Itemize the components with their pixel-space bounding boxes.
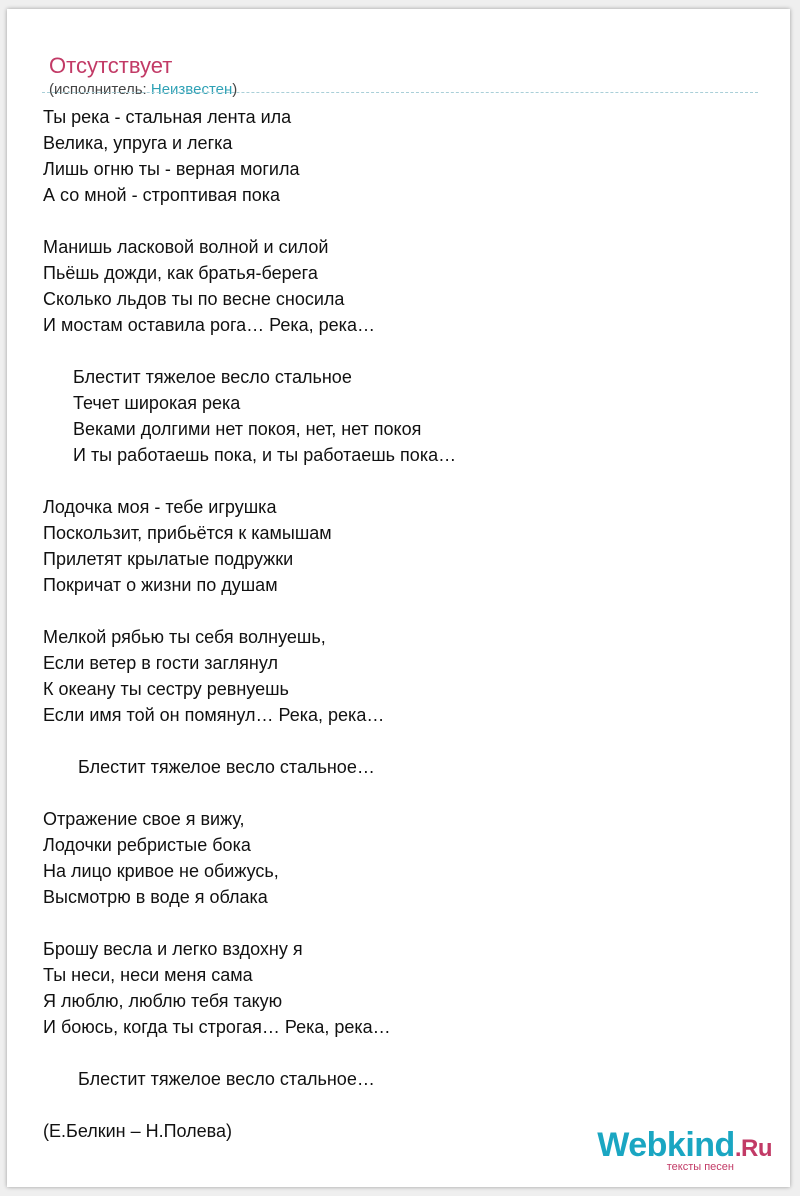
lyric-line: Веками долгими нет покоя, нет, нет покоя: [73, 419, 422, 439]
stanza-refrain: [43, 1066, 763, 1092]
lyric-line: Мелкой рябью ты себя волнуешь,: [43, 627, 326, 647]
lyric-line: Лишь огню ты - верная могила: [43, 159, 300, 179]
lyric-line: Покричат о жизни по душам: [43, 575, 278, 595]
lyric-line: К океану ты сестру ревнуешь: [43, 679, 289, 699]
lyric-line: Я люблю, люблю тебя такую: [43, 991, 283, 1011]
lyric-line: Лодочка моя - тебе игрушка: [43, 497, 277, 517]
lyric-line: Поскользит, прибьётся к камышам: [43, 523, 332, 543]
stanza-verse: [43, 494, 763, 598]
stanza-verse: [43, 806, 763, 910]
lyric-line: На лицо кривое не обижусь,: [43, 861, 279, 881]
lyric-line: Отражение свое я вижу,: [43, 809, 245, 829]
lyric-line: Блестит тяжелое весло стальное…: [78, 757, 375, 777]
lyric-line: Велика, упруга и легка: [43, 133, 233, 153]
stanza-verse: [43, 936, 763, 1040]
lyric-line: Ты неси, неси меня сама: [43, 965, 253, 985]
artist-suffix: ): [232, 81, 238, 98]
stanza-verse: [43, 104, 763, 208]
artist-line: [49, 81, 237, 99]
lyric-line: Блестит тяжелое весло стальное…: [78, 1069, 375, 1089]
site-logo[interactable]: [597, 1126, 772, 1173]
lyric-line: Манишь ласковой волной и силой: [43, 237, 329, 257]
lyric-line: А со мной - строптивая пока: [43, 185, 281, 205]
lyric-line: И боюсь, когда ты строгая… Река, река…: [43, 1017, 391, 1037]
lyric-line: Прилетят крылатые подружки: [43, 549, 294, 569]
stanza-verse: [43, 624, 763, 728]
logo-domain: .Ru: [734, 1135, 772, 1162]
stanza-chorus: [43, 364, 763, 468]
author-credit: (Е.Белкин – Н.Полева): [43, 1121, 233, 1141]
lyric-line: И ты работаешь пока, и ты работаешь пока…: [73, 445, 457, 465]
stanza-verse: [43, 234, 763, 338]
lyric-line: Ты река - стальная лента ила: [43, 107, 292, 127]
logo-wordmark: Webkind: [597, 1126, 735, 1164]
header-divider: [42, 92, 758, 93]
lyric-line: Лодочки ребристые бока: [43, 835, 251, 855]
stanza-refrain: [43, 754, 763, 780]
artist-prefix: (исполнитель:: [49, 81, 151, 98]
lyric-line: И мостам оставила рога… Река, река…: [43, 315, 375, 335]
lyric-line: Сколько льдов ты по весне сносила: [43, 289, 345, 309]
artist-link[interactable]: Неизвестен: [150, 81, 233, 98]
lyric-line: Если ветер в гости заглянул: [43, 653, 278, 673]
lyric-line: Брошу весла и легко вздохну я: [43, 939, 303, 959]
lyric-line: Течет широкая река: [73, 393, 241, 413]
logo-tagline: тексты песен: [666, 1161, 734, 1173]
lyric-line: Высмотрю в воде я облака: [43, 887, 268, 907]
song-title: Отсутствует: [49, 53, 173, 78]
lyric-line: Если имя той он помянул… Река, река…: [43, 705, 385, 725]
lyrics-body: [43, 104, 763, 1144]
lyric-line: Пьёшь дожди, как братья-берега: [43, 263, 318, 283]
lyric-line: Блестит тяжелое весло стальное: [73, 367, 352, 387]
